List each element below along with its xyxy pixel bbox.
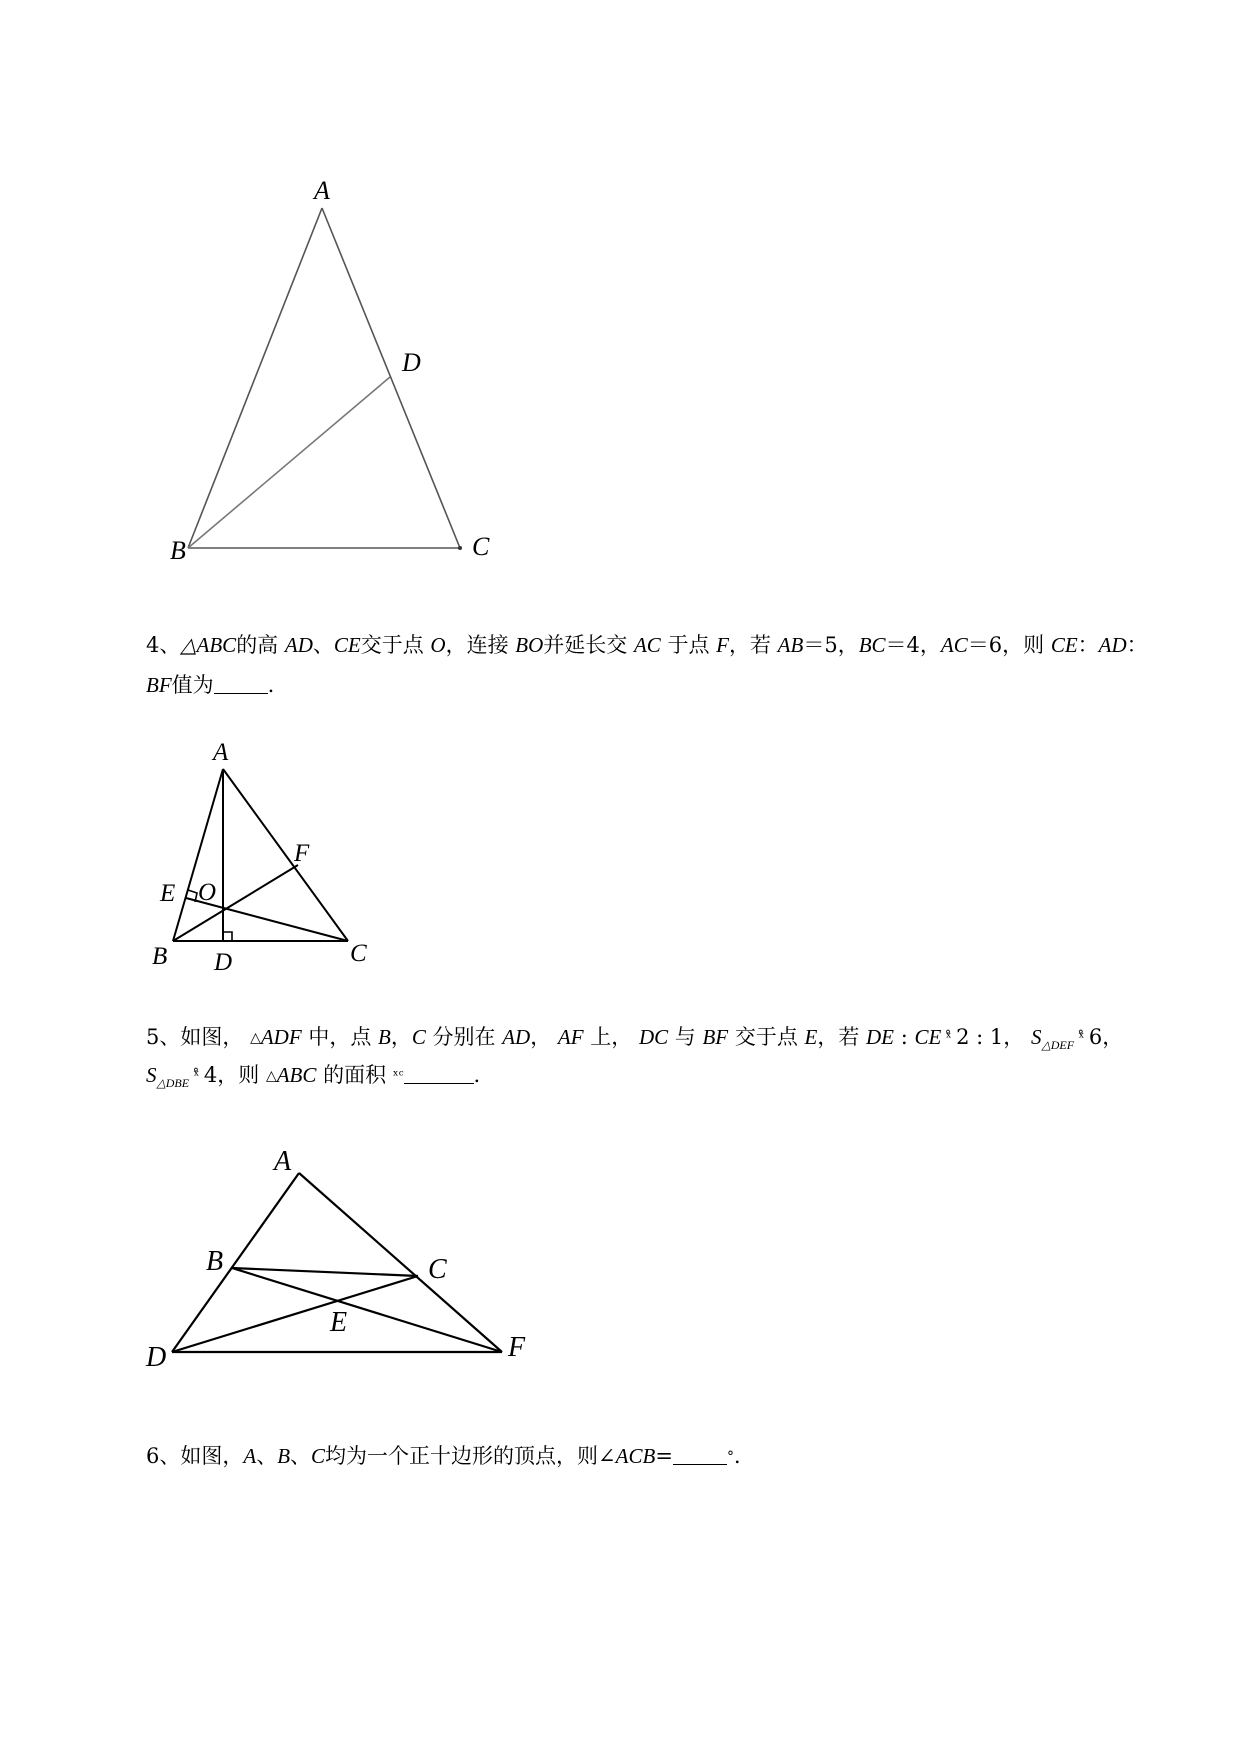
text: ： — [1126, 633, 1148, 657]
math-text: AD — [1098, 633, 1127, 657]
math-text: O — [430, 633, 446, 657]
math-text: F — [716, 633, 729, 657]
right-angle-mark-d — [223, 932, 232, 941]
math-text: C — [311, 1444, 326, 1468]
question-number: 5、 — [146, 1025, 181, 1049]
segment-ad — [172, 1173, 299, 1352]
math-text: BF — [702, 1025, 729, 1049]
math-text: CE — [1050, 633, 1078, 657]
question-4-line-2 — [146, 670, 274, 700]
math-text: BC — [858, 633, 886, 657]
label-c: C — [472, 532, 490, 561]
math-text: BF — [146, 673, 172, 697]
text: 如图， — [180, 1444, 244, 1468]
label-f: F — [508, 1332, 526, 1363]
text: 2 : 1， — [956, 1025, 1031, 1049]
label-a: A — [274, 1146, 292, 1177]
text: ，若 — [817, 1025, 867, 1049]
math-text: E — [804, 1025, 818, 1049]
answer-blank — [214, 675, 268, 694]
subscript: △DEF — [1041, 1038, 1075, 1052]
text: 交于点 — [360, 633, 431, 657]
math-text: ACB — [615, 1444, 656, 1468]
degree-symbol: ° — [726, 1449, 734, 1465]
segment-bd — [188, 377, 390, 548]
text: . — [267, 673, 275, 697]
label-b: B — [170, 536, 186, 565]
label-f: F — [294, 840, 310, 867]
label-b: B — [206, 1246, 224, 1277]
text: ． — [733, 1444, 755, 1468]
math-text: S — [1030, 1025, 1042, 1049]
segment-ac — [322, 208, 460, 548]
text: 4，则 — [203, 1063, 266, 1087]
text: ， — [390, 1025, 412, 1049]
text: 、 — [290, 1444, 312, 1468]
text: 与 — [668, 1025, 703, 1049]
label-o: O — [198, 879, 217, 906]
text: 值为 — [171, 673, 214, 697]
text: 并延长交 — [543, 633, 634, 657]
text: ＝6，则 — [967, 633, 1051, 657]
triangle-symbol: △ — [250, 1030, 261, 1046]
subscript: △DBE — [156, 1076, 190, 1090]
triangle-symbol: △ — [265, 1068, 277, 1084]
math-text: ADF — [260, 1025, 302, 1049]
question-number: 4、 — [146, 633, 181, 657]
text: ， — [530, 1025, 558, 1049]
glyph-mark: ˣᶜ — [392, 1068, 404, 1084]
question-5-line-2 — [146, 1060, 480, 1098]
point-c-dot — [458, 546, 462, 550]
glyph-mark: ˣ̊ — [189, 1068, 204, 1084]
answer-blank — [404, 1065, 474, 1084]
text: 的高 — [236, 633, 285, 657]
text: ，连接 — [445, 633, 516, 657]
math-text: DC — [638, 1025, 669, 1049]
label-d: D — [402, 348, 421, 377]
question-4-line-1 — [146, 630, 1148, 660]
text: 交于点 — [728, 1025, 805, 1049]
label-c: C — [350, 940, 367, 967]
text: : — [894, 1025, 915, 1049]
segment-dc — [172, 1276, 418, 1352]
math-text: BO — [515, 633, 544, 657]
text: ＝4， — [885, 633, 941, 657]
text: = — [655, 1444, 673, 1468]
glyph-mark: ˣ̊ — [941, 1030, 957, 1046]
math-text: AC — [633, 633, 661, 657]
label-a: A — [213, 739, 229, 766]
math-text: AF — [557, 1025, 584, 1049]
text: 、 — [256, 1444, 278, 1468]
segment-ab — [188, 208, 322, 548]
label-a: A — [314, 176, 330, 205]
text: 均为一个正十边形的顶点，则∠ — [325, 1444, 616, 1468]
text: ＝5， — [803, 633, 859, 657]
math-text: △ABC — [180, 633, 237, 657]
text: ： — [1077, 633, 1099, 657]
label-d: D — [214, 949, 233, 976]
segment-bf — [173, 865, 298, 941]
text: 6， — [1088, 1025, 1124, 1049]
text: 的面积 — [316, 1063, 393, 1087]
math-text: S — [146, 1063, 157, 1087]
question-number: 6、 — [146, 1444, 181, 1468]
text: 如图， — [180, 1025, 251, 1049]
math-text: AD — [284, 633, 313, 657]
text: 于点 — [660, 633, 717, 657]
math-text: A — [243, 1444, 257, 1468]
question-5-line-1 — [146, 1022, 1123, 1060]
label-c: C — [428, 1254, 447, 1285]
math-text: CE — [914, 1025, 942, 1049]
math-text: CE — [333, 633, 361, 657]
label-b: B — [152, 943, 168, 970]
math-text: C — [411, 1025, 426, 1049]
math-text: ABC — [276, 1063, 317, 1087]
question-6 — [146, 1441, 755, 1472]
text: 中，点 — [301, 1025, 379, 1049]
answer-blank — [673, 1446, 727, 1465]
text: . — [473, 1063, 481, 1087]
segment-bf — [232, 1268, 502, 1352]
label-d: D — [146, 1342, 167, 1373]
math-text: AC — [940, 633, 968, 657]
segment-bc — [232, 1268, 418, 1276]
math-text: AD — [502, 1025, 531, 1049]
label-e: E — [160, 880, 176, 907]
math-text: AB — [777, 633, 804, 657]
segment-ac — [223, 769, 348, 941]
text: 上， — [583, 1025, 639, 1049]
math-text: B — [378, 1025, 391, 1049]
text: ，若 — [728, 633, 778, 657]
text: 分别在 — [425, 1025, 503, 1049]
text: 、 — [312, 633, 334, 657]
label-e: E — [330, 1307, 348, 1338]
math-text: DE — [866, 1025, 895, 1049]
segment-ab — [173, 769, 223, 941]
glyph-mark: ˣ̊ — [1074, 1030, 1089, 1046]
math-text: B — [277, 1444, 291, 1468]
right-angle-mark-e — [188, 890, 197, 902]
